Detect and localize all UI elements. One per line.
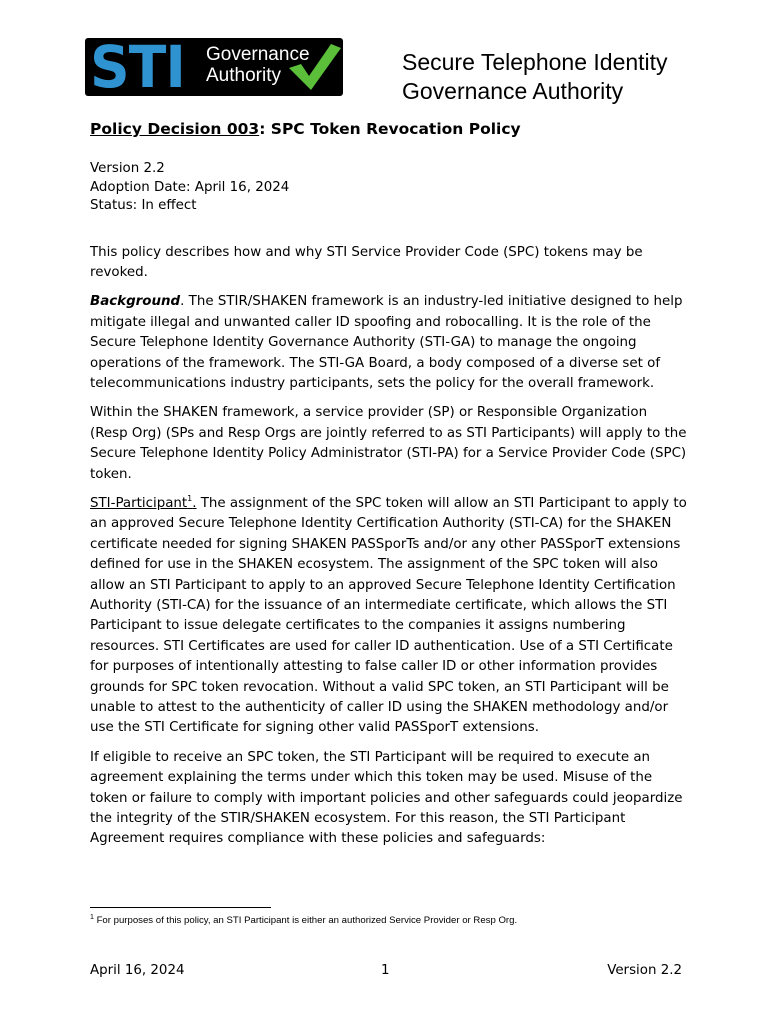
- org-name-line-2: Governance Authority: [402, 78, 624, 104]
- footer-version: Version 2.2: [607, 963, 682, 978]
- logo-mark: STI: [90, 38, 185, 96]
- footnote: [90, 914, 517, 928]
- logo-line-2: Authority: [206, 65, 281, 86]
- sti-participant-heading: [90, 493, 197, 511]
- background-text: . The STIR/SHAKEN framework is an industry-led initiative designed to help mitigate illegal and unwanted caller ID spoofing and robocalling. It is the role of the Secure Telephone Identity Governance Authority (STI-GA) to manage the ongoing operations of the framework. The STI-GA Board, a body composed of a diverse set of telecommunications industry participants, sets the policy for the overall framework.: [90, 294, 683, 391]
- status-line: Status: In effect: [90, 198, 197, 213]
- sti-participant-period: .: [192, 495, 197, 511]
- footnote-divider: [90, 907, 271, 908]
- policy-title-text: : SPC Token Revocation Policy: [259, 120, 521, 138]
- adoption-date-line: Adoption Date: April 16, 2024: [90, 179, 290, 195]
- policy-number: Policy Decision 003: [90, 120, 260, 138]
- document-body: [90, 118, 688, 859]
- intro-paragraph: This policy describes how and why STI Service Provider Code (SPC) tokens may be revoked.: [90, 244, 643, 280]
- shaken-paragraph: Within the SHAKEN framework, a service provider (SP) or Responsible Organization (Resp Org) (SPs and Resp Orgs are jointly referred to as STI Participants) will apply to the Secure Telephone Identity Policy Administrator (STI-PA) for a Service Provider Code (SPC) token.: [90, 405, 687, 482]
- background-heading: Background: [90, 294, 181, 310]
- policy-title: [90, 118, 688, 140]
- footnote-text: For purposes of this policy, an STI Participant is either an authorized Service Provider or Resp Org.: [93, 915, 518, 926]
- footnote-ref[interactable]: 1: [187, 493, 193, 503]
- policy-metadata: [90, 160, 688, 216]
- eligibility-paragraph: If eligible to receive an SPC token, the STI Participant will be required to execute an agreement explaining the terms under which this token may be used. Misuse of the token or failure to comply with important policies and other safeguards could jeopardize the integrity of the STIR/SHAKEN ecosystem. For this reason, the STI Participant Agreement requires compliance with these policies and safeguards:: [90, 749, 683, 847]
- sti-participant-text: The assignment of the SPC token will allow an STI Participant to apply to an approved Secure Telephone Identity Certification Authority (STI-CA) for the SHAKEN certificate needed for signing SHAKEN PASSporTs and/or any other PASSporT extensions defined for use in the SHAKEN ecosystem. The assignment of the SPC token will also allow an STI Participant to apply to an approved Secure Telephone Identity Certification Authority (STI-CA) for the issuance of an intermediate certificate, which allows the STI Participant to issue delegate certificates to the companies it assigns numbering resources. STI Certificates are used for caller ID authentication. Use of a STI Certificate for purposes of intentionally attesting to false caller ID or other information provides grounds for SPC token revocation. Without a valid SPC token, an STI Participant will be unable to attest to the authenticity of caller ID using the SHAKEN methodology and/or use the STI Certificate for signing other valid PASSporT extensions.: [90, 495, 687, 736]
- organization-name: [402, 48, 668, 106]
- version-line: Version 2.2: [90, 161, 165, 176]
- footer-date: April 16, 2024: [90, 963, 185, 978]
- logo-line-1: Governance: [206, 44, 310, 65]
- footer-page-number: 1: [381, 963, 390, 978]
- org-name-line-1: Secure Telephone Identity: [402, 49, 668, 75]
- sti-ga-logo: [85, 38, 343, 96]
- checkmark-icon: [285, 38, 343, 96]
- sti-participant-term: STI-Participant: [90, 495, 188, 511]
- sti-participant-paragraph: [90, 494, 688, 739]
- footnote-number: 1: [90, 914, 94, 921]
- background-paragraph: [90, 292, 688, 394]
